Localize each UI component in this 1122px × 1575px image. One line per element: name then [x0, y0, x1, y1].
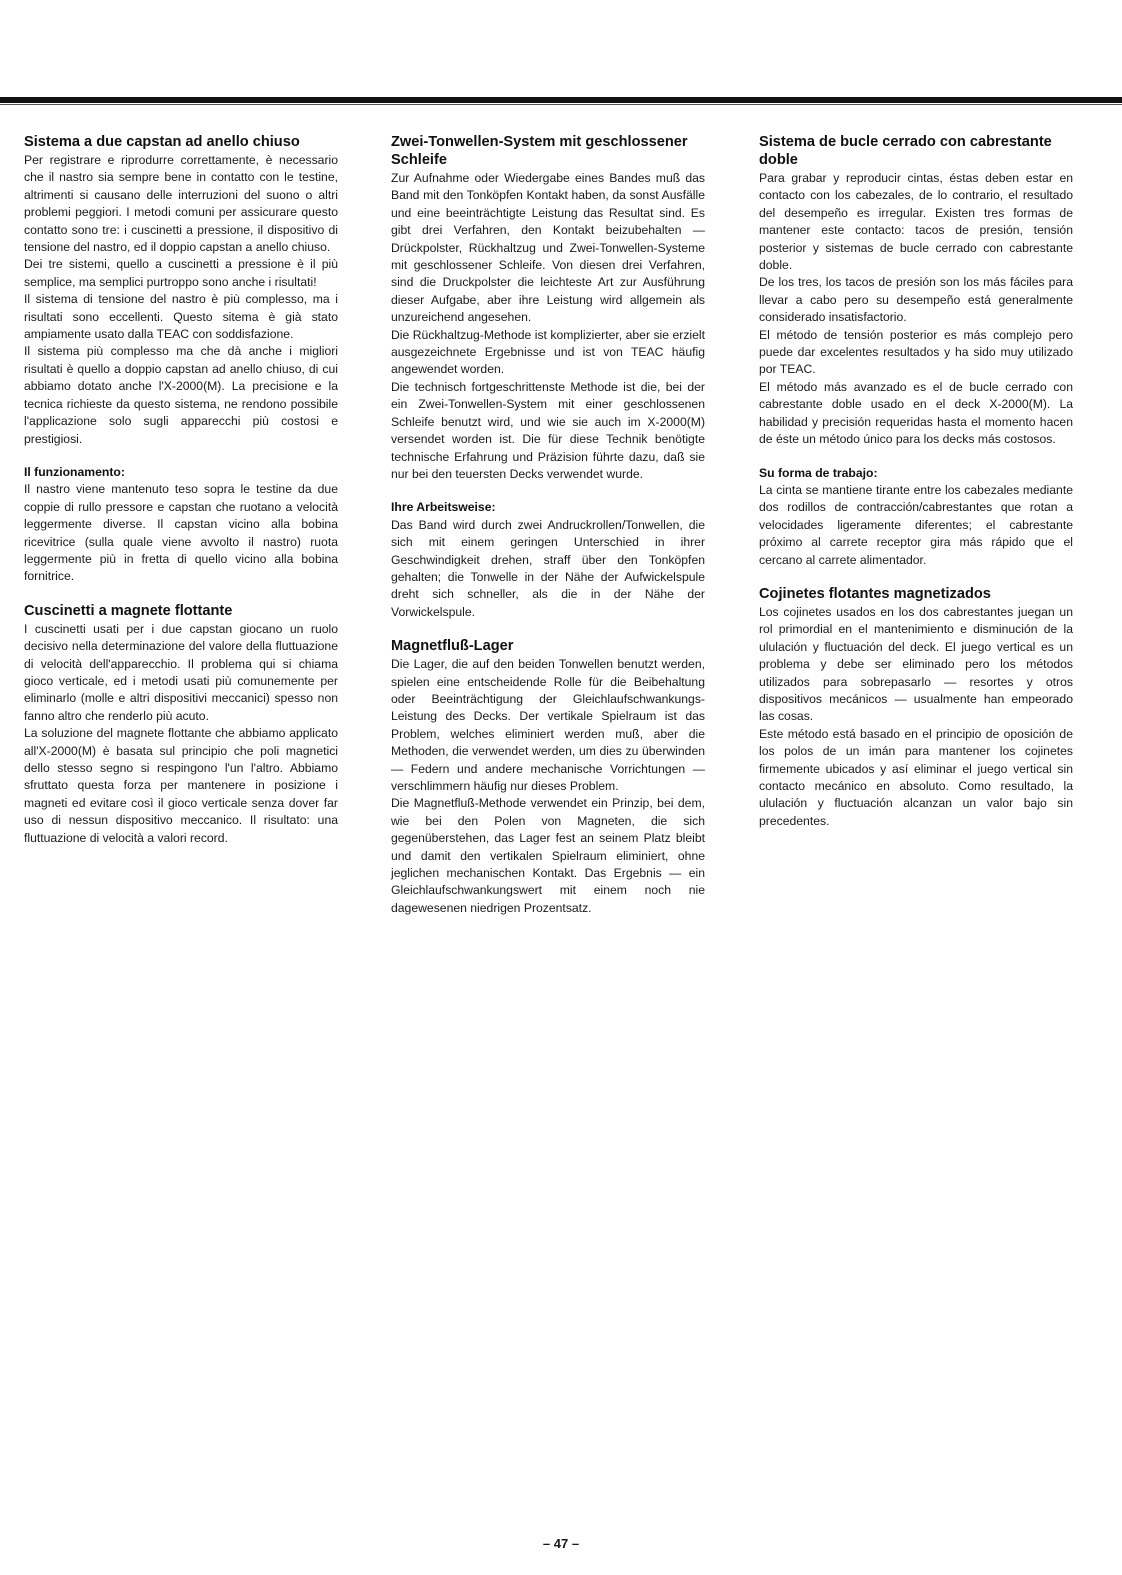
paragraph-it-6: I cuscinetti usati per i due capstan giocano un ruolo decisivo nella determinazione del valore della fluttuazione di velocità dell'apparecchio. Il problema qui si chiama gioco verticale, ed i metodi usati più comunemente per eliminarlo (molle e altri dispositivi meccanici) spesso non fanno altro che renderlo più acuto.: [24, 621, 338, 723]
paragraph-es-4: El método más avanzado es el de bucle cerrado con cabrestante doble usado en el deck X-2000(M). La habilidad y precisión requeridas hasta el momento hacen de éste un método único para los decks más costosos.: [759, 379, 1073, 447]
subheading-de-operation: Ihre Arbeitsweise:: [391, 500, 496, 515]
subheading-it-operation: Il funzionamento:: [24, 464, 125, 479]
subheading-es-operation: Su forma de trabajo:: [759, 465, 878, 480]
heading-de-closed-loop: Zwei-Tonwellen-System mit geschlossener Schleife: [391, 134, 688, 168]
top-rule-thin: [0, 104, 1122, 105]
heading-it-closed-loop: Sistema a due capstan ad anello chiuso: [24, 134, 300, 150]
paragraph-de-4: Das Band wird durch zwei Andruckrollen/Tonwellen, die sich mit einem geringen Unterschied in ihrer Geschwindigkeit drehen, straff über den Tonköpfen gehalten; die Tonwelle in der Nähe der Aufwickelspule dreht sich schneller, als die in der Nähe der Vorwickelspule.: [391, 517, 705, 619]
column-spanish: [759, 133, 1073, 830]
heading-es-magnet-bearings: Cojinetes flotantes magnetizados: [759, 585, 991, 602]
heading-es-closed-loop: Sistema de bucle cerrado con cabrestante doble: [759, 134, 1052, 168]
top-rule: [0, 97, 1122, 103]
page-number: – 47 –: [542, 1536, 580, 1551]
paragraph-it-2: Dei tre sistemi, quello a cuscinetti a pressione è il più semplice, ma semplici purtroppo sono anche i risultati!: [24, 257, 338, 289]
heading-it-magnet-bearings: Cuscinetti a magnete flottante: [24, 602, 233, 619]
paragraph-es-2: De los tres, los tacos de presión son los más fáciles para llevar a cabo pero su desempeño está generalmente considerado insatisfactorio.: [759, 275, 1073, 325]
paragraph-it-1: Per registrare e riprodurre correttamente, è necessario che il nastro sia sempre bene in contatto con le testine, altrimenti si causano delle interruzioni del suono o altri problemi peggiori. I metodi comuni per assicurare questo contatto sono tre: i cuscinetti a pressione, il dispositivo di tensione del nastro, ed il doppio capstan a anello chiuso.: [24, 153, 338, 255]
paragraph-de-1: Zur Aufnahme oder Wiedergabe eines Bandes muß das Band mit den Tonköpfen Kontakt haben, da sonst Ausfälle und eine beeinträchtigte Leistung das Resultat sind. Es gibt drei Verfahren, den Kontakt beizubehalten — Drückpolster, Rückhaltzug und Zwei-Tonwellen-Systeme mit geschlossener Schleife. Von diesen drei Verfahren, sind die Druckpolster die leichteste Art zur Ausführung dieser Aufgabe, aber ihre Leistung wird allgemein als unzureichend angesehen.: [391, 171, 705, 325]
heading-de-magnet-bearings: Magnetfluß-Lager: [391, 638, 514, 655]
column-italian: [24, 133, 338, 847]
paragraph-it-3: Il sistema di tensione del nastro è più complesso, ma i risultati sono eccellenti. Questo sitema è già stato ampiamente usato dalla TEAC con soddisfazione.: [24, 292, 338, 342]
paragraph-es-7: Este método está basado en el principio de oposición de los polos de un imán para mantener los cojinetes firmemente ubicados y así eliminar el juego vertical sin contacto mecánico en absoluto. Como resultado, la ululación y fluctuación alcanzan un valor bajo sin precedentes.: [759, 726, 1073, 828]
paragraph-es-5: La cinta se mantiene tirante entre los cabezales mediante dos rodillos de contracción/cabrestantes que rotan a velocidades ligeramente diferentes; el cabrestante próximo al carrete receptor gira más rápido que el cercano al carrete alimentador.: [759, 482, 1073, 567]
paragraph-de-3: Die technisch fortgeschrittenste Methode ist die, bei der ein Zwei-Tonwellen-System mit einer geschlossenen Schleife benutzt wird, und wie sie auch im X-2000(M) versendet worden ist. Die für diese Technik benötigte technische Erfahrung und Präzision führte dazu, daß sie nur bei den teuersten Decks verwendet wurde.: [391, 379, 705, 481]
paragraph-de-2: Die Rückhaltzug-Methode ist komplizierter, aber sie erzielt ausgezeichnete Ergebnisse und ist von TEAC häufig angewendet worden.: [391, 327, 705, 377]
paragraph-es-6: Los cojinetes usados en los dos cabrestantes juegan un rol primordial en el mantenimiento e disminución de la ululación y fluctuación del deck. El juego vertical es un problema y debe ser eliminado pero los métodos utilizados para sobrepasarlo — resortes y otros dispositivos mecánicos — usualmente han empeorado las cosas.: [759, 604, 1073, 724]
paragraph-it-7: La soluzione del magnete flottante che abbiamo applicato all'X-2000(M) è basata sul principio che poli magnetici dello stesso segno si respingono l'un l'altro. Abbiamo sfruttato questa forza per mantenere in posizione i magneti ed evitare così il gioco verticale senza dover far uso di nessun dispositivo meccanico. Il risultato: una fluttuazione di velocità a valori record.: [24, 726, 338, 845]
paragraph-it-5: Il nastro viene mantenuto teso sopra le testine da due coppie di rullo pressore e capstan che ruotano a velocità leggermente diverse. Il capstan vicino alla bobina ricevitrice (sulla quale viene avvolto il nastro) ruota leggermente più in fretta di quello vicino alla bobina fornitrice.: [24, 482, 338, 584]
paragraph-it-4: Il sistema più complesso ma che dà anche i migliori risultati è quello a doppio capstan ad anello chiuso, di cui abbiamo dotato anche l'X-2000(M). La precisione e la tecnica richieste da questo sistema, ne rendono possibile l'applicazione solo sugli apparecchi più costosi e prestigiosi.: [24, 344, 338, 446]
paragraph-es-3: El método de tensión posterior es más complejo pero puede dar excelentes resultados y ha sido muy utilizado por TEAC.: [759, 327, 1073, 377]
column-german: [391, 133, 705, 917]
paragraph-de-6: Die Magnetfluß-Methode verwendet ein Prinzip, bei dem, wie bei den Polen von Magneten, die sich gegenüberstehen, das Lager fest an seinem Platz bleibt und damit den vertikalen Spielraum eliminiert, ohne jeglichen mechanischen Kontakt. Das Ergebnis — ein Gleichlaufschwankungswert mit einem noch nie dagewesenen niedrigen Prozentsatz.: [391, 796, 705, 915]
paragraph-de-5: Die Lager, die auf den beiden Tonwellen benutzt werden, spielen eine entscheidende Rolle für die Beibehaltung oder Beeinträchtigung der Gleichlaufschwankungs-Leistung des Decks. Der vertikale Spielraum ist das Problem, welches eliminiert werden muß, aber die Methoden, die verwendet werden, um dies zu überwinden — Federn und andere mechanische Vorrichtungen — verschlimmern häufig nur dieses Problem.: [391, 657, 705, 793]
paragraph-es-1: Para grabar y reproducir cintas, éstas deben estar en contacto con los cabezales, de lo contrario, el resultado del desempeño es irregular. Existen tres formas de mantener este contacto: tacos de presión, tensión posterior y sistemas de bucle cerrado con cabrestante doble.: [759, 171, 1073, 273]
